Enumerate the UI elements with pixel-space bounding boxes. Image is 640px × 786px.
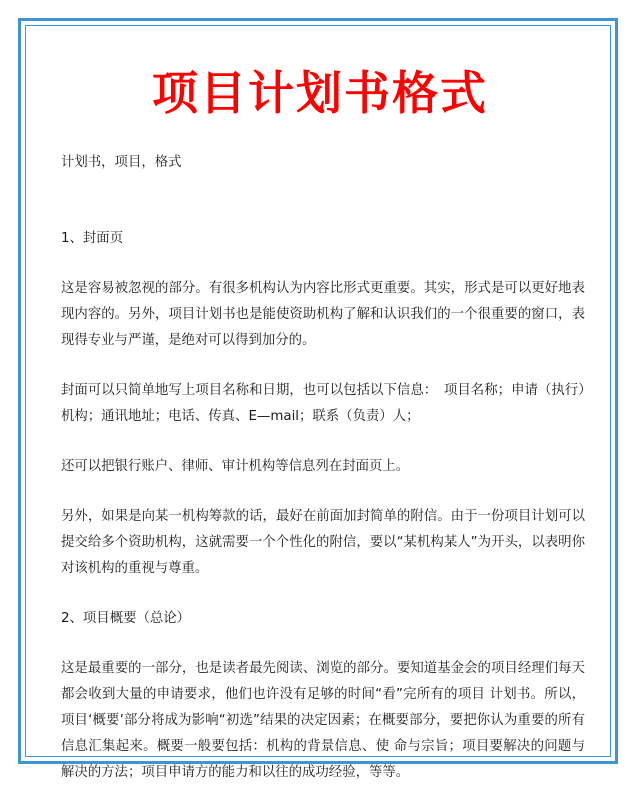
paragraph: 另外，如果是向某一机构筹款的话，最好在前面加封简单的附信。由于一份项目计划可以提交给多个资助机构，这就需要一个个性化的附信，要以“某机构某人”为开头，以表明你对该机构的重视与尊重。	[61, 509, 585, 576]
paragraph: 封面可以只简单地写上项目名称和日期，也可以包括以下信息： 项目名称；申请（执行）机构；通讯地址；电话、传真、E—mail；联系（负责）人；	[61, 383, 585, 424]
paragraph: 这是容易被忽视的部分。有很多机构认为内容比形式更重要。其实，形式是可以更好地表现内容的。另外，项目计划书也是能使资助机构了解和认识我们的一个很重要的窗口，表现得专业与严谨，是绝对可以得到加分的。	[61, 281, 585, 348]
section-heading-project-summary: 2、项目概要（总论）	[61, 611, 191, 626]
paragraph: 这是最重要的一部分，也是读者最先阅读、浏览的部分。要知道基金会的项目经理们每天都会收到大量的申请要求，他们也许没有足够的时间“看”完所有的项目 计划书。所以，项目‘概要’部分将成为影响“初选”结果的决定因素；在概要部分，要把你认为重要的所有信息汇集起来。概要一般要包括：机构的背景信息、使 命与宗旨；项目要解决的问题与解决的方法；项目申请方的能力和以往的成功经验，等等。	[61, 661, 585, 780]
document-title: 项目计划书格式	[152, 66, 488, 120]
document-body	[61, 150, 585, 786]
section-heading-cover-page: 1、封面页	[61, 231, 124, 246]
paragraph: 还可以把银行账户、律师、审计机构等信息列在封面页上。	[61, 459, 410, 474]
keywords-line: 计划书，项目，格式	[61, 155, 182, 170]
